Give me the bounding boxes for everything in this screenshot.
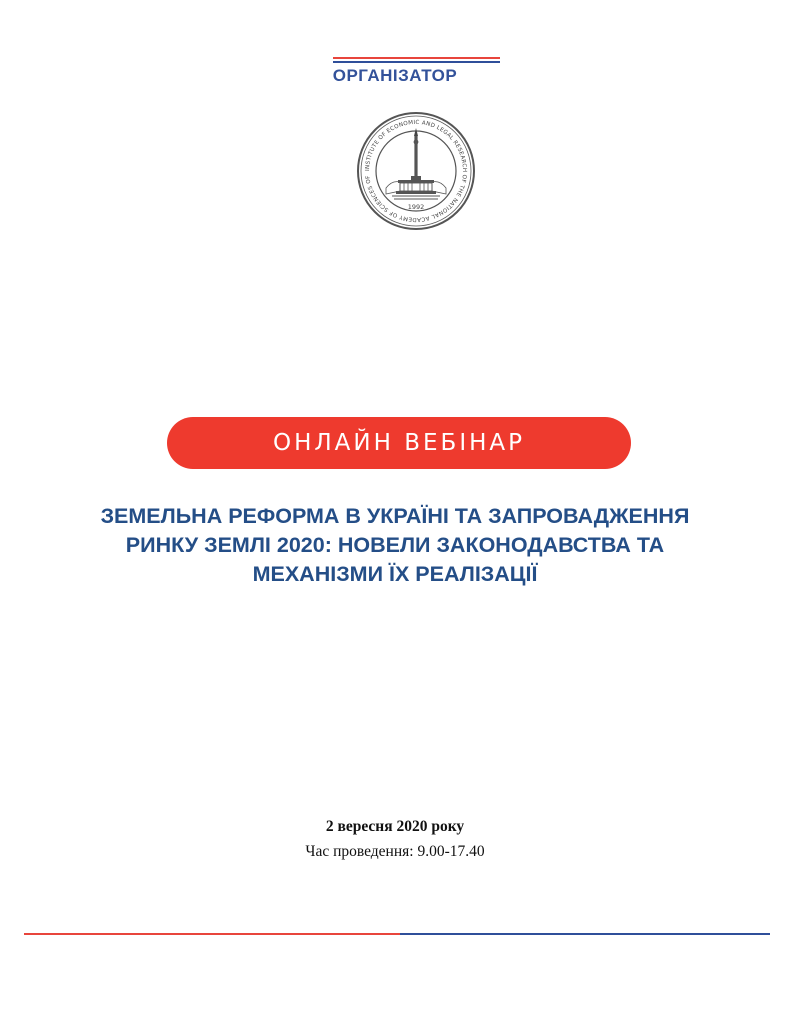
event-time: Час проведення: 9.00-17.40: [305, 843, 485, 860]
top-divider-red: [333, 57, 500, 59]
event-title: [60, 502, 730, 589]
seal-year: 1992: [407, 203, 425, 211]
webinar-badge-label: ОНЛАЙН ВЕБІНАР: [272, 430, 525, 456]
organizer-label: ОРГАНІЗАТОР: [332, 66, 458, 85]
event-date: 2 вересня 2020 року: [325, 818, 465, 835]
bottom-divider-blue: [400, 933, 770, 935]
event-title-line: ЗЕМЕЛЬНА РЕФОРМА В УКРАЇНІ ТА ЗАПРОВАДЖЕННЯ: [100, 504, 690, 528]
webinar-badge: [167, 417, 631, 469]
event-title-line: МЕХАНІЗМИ ЇХ РЕАЛІЗАЦІЇ: [252, 562, 538, 586]
institute-seal-logo: [356, 108, 476, 234]
top-divider-blue: [333, 61, 500, 63]
bottom-divider-red: [24, 933, 400, 935]
event-title-line: РИНКУ ЗЕМЛІ 2020: НОВЕЛИ ЗАКОНОДАВСТВА ТА: [125, 533, 665, 557]
svg-text:INSTITUTE OF ECONOMIC AND LEGA: INSTITUTE OF ECONOMIC AND LEGAL RESEARCH OF THE NATIONAL ACADEMY OF SCIENCES OF: [364, 119, 468, 223]
